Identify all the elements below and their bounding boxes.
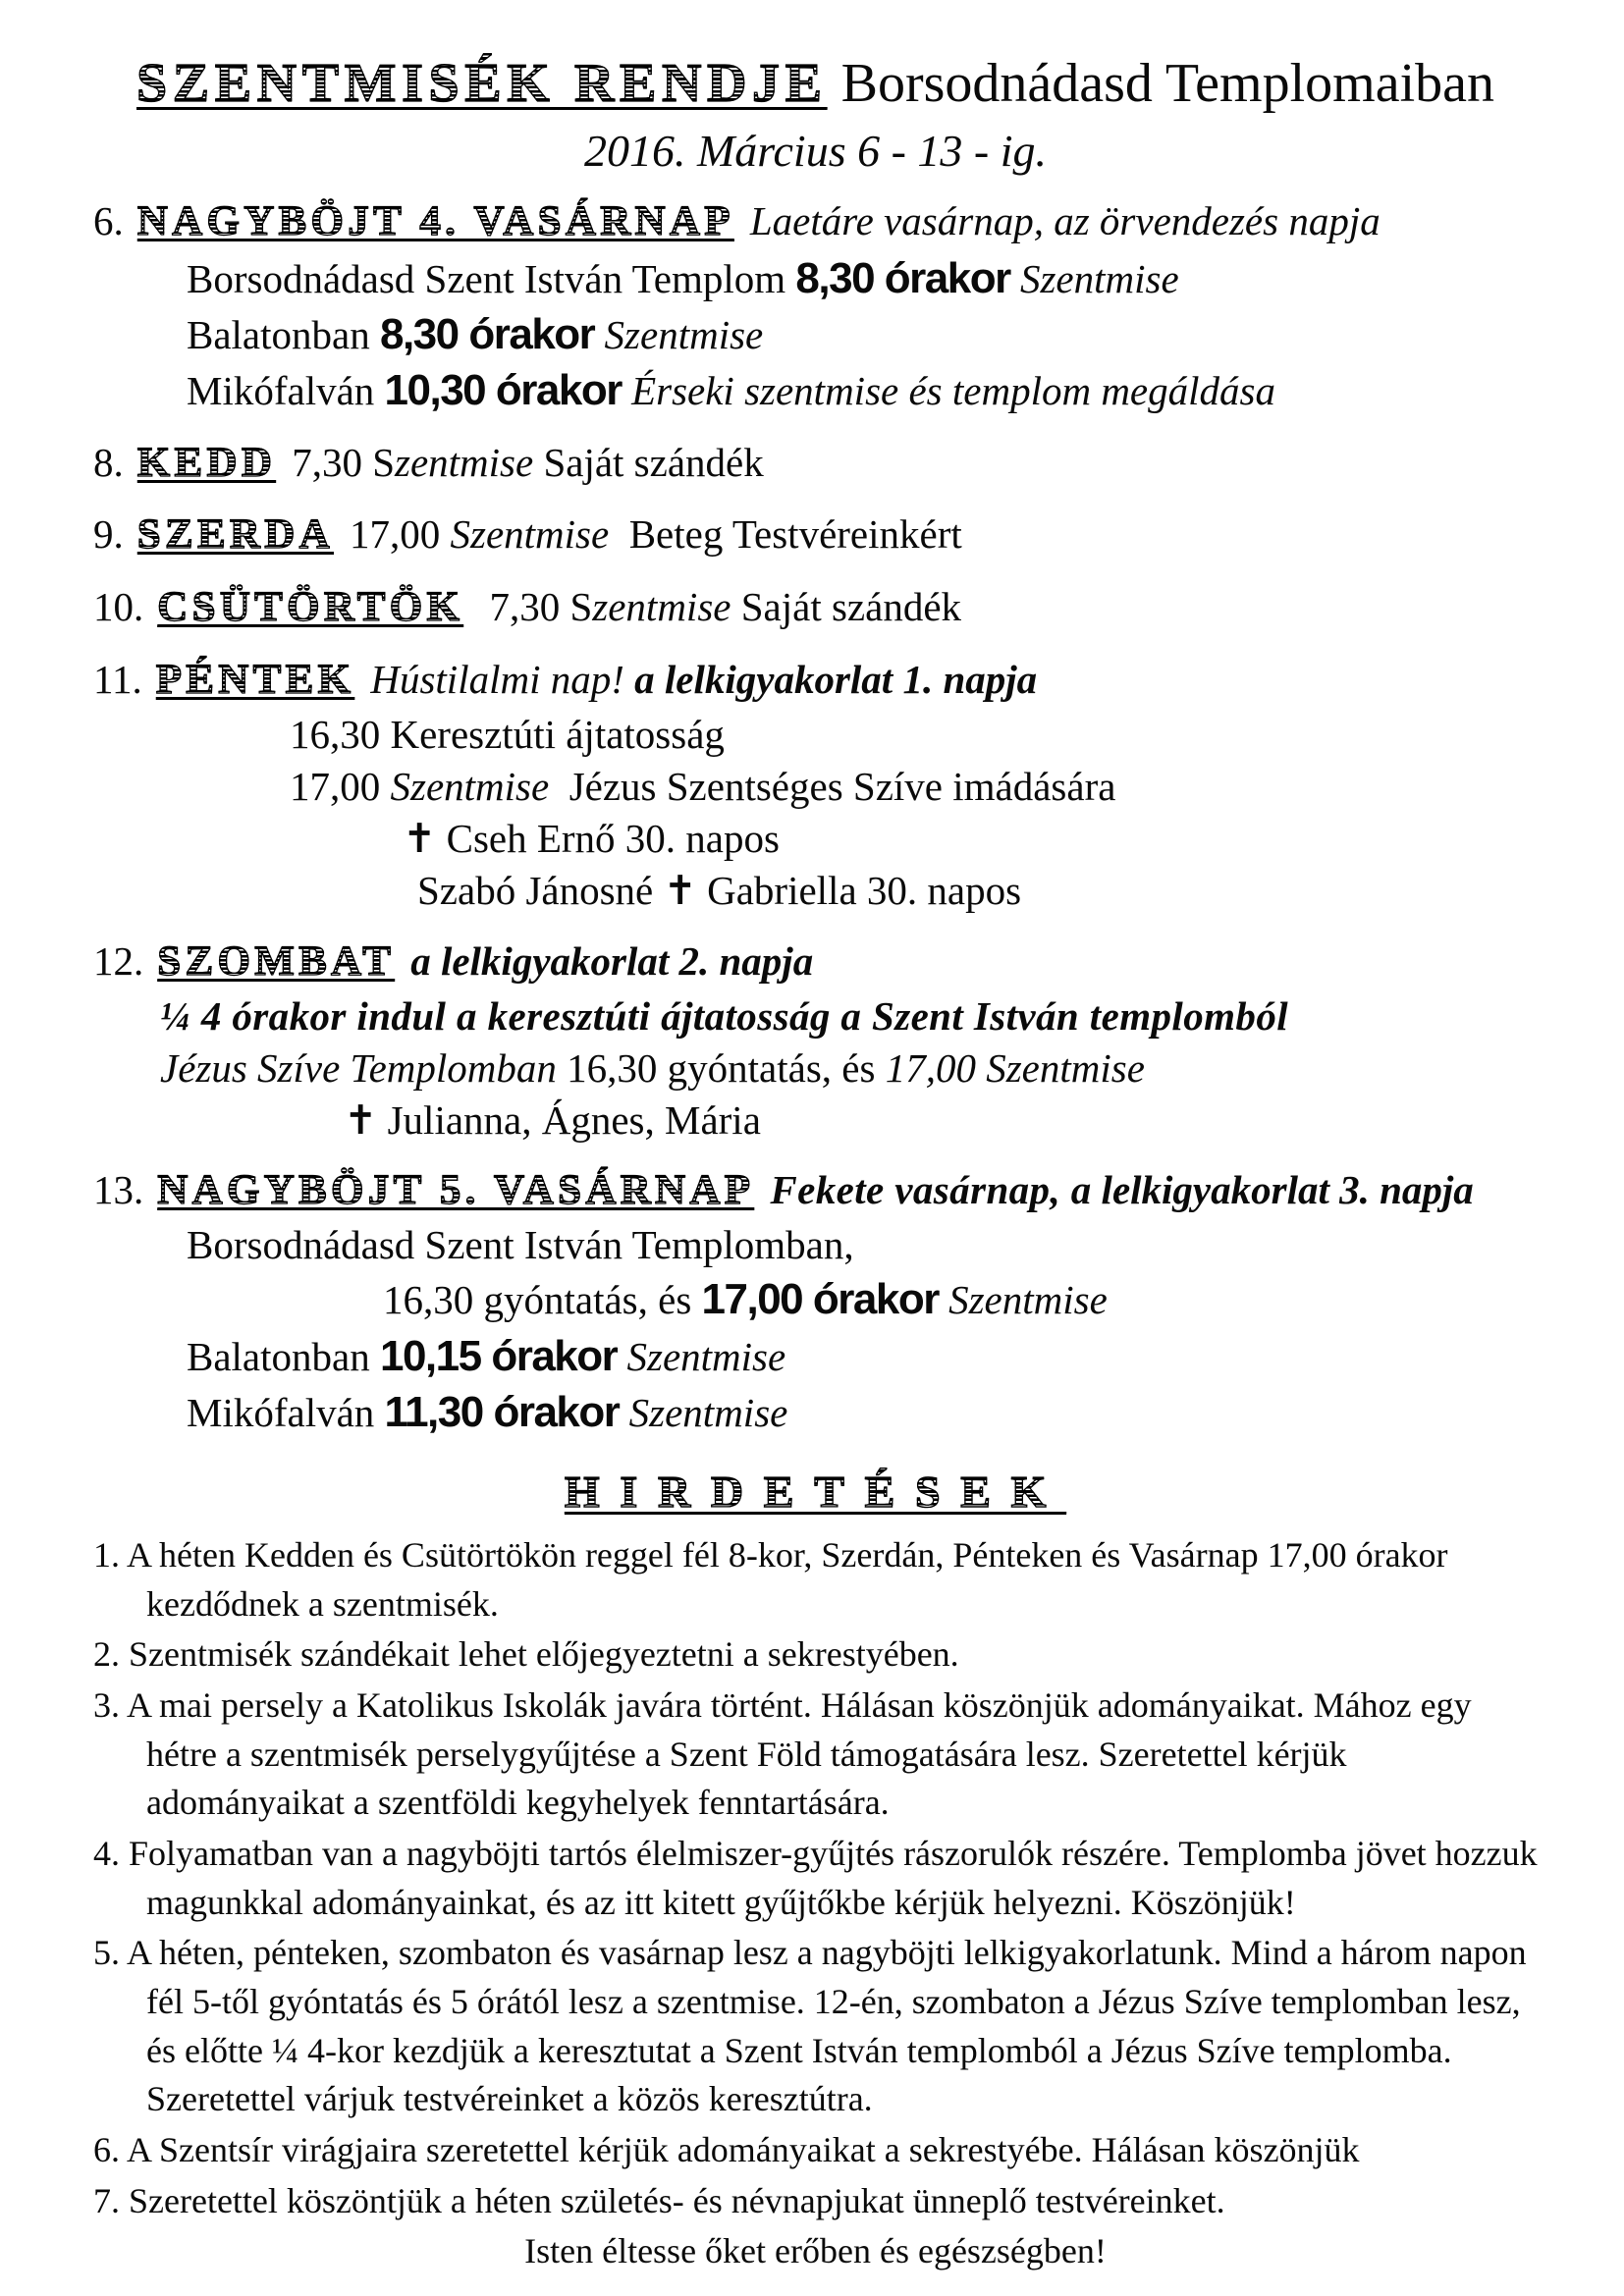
announcements-heading: HIRDETÉSEK [93, 1466, 1538, 1518]
day-note [350, 511, 962, 557]
day-note [292, 440, 764, 485]
text-segment: 8,30 órakor [795, 254, 1010, 303]
text-segment: 17,00 Szentmise [885, 1044, 1145, 1091]
day-note [370, 657, 1037, 702]
text-segment: ✝ Julianna, Ágnes, Mária [344, 1097, 761, 1144]
mass-schedule [93, 194, 1538, 1440]
text-segment: Érseki szentmise és templom megáldása [621, 368, 1275, 414]
text-segment: 16,30 gyóntatás, és [383, 1277, 702, 1323]
schedule-line [93, 709, 1538, 761]
document-title [93, 51, 1538, 116]
text-segment: 17,00 [350, 511, 451, 558]
closing-blessing: Isten éltesse őket erőben és egészségben! [524, 2231, 1107, 2271]
text-segment: Beteg Testvéreinkért [609, 511, 962, 558]
day-note [750, 198, 1380, 243]
text-segment: zentmise [395, 439, 534, 485]
entry-number: 13. [93, 1167, 144, 1213]
entry-header [93, 194, 1538, 250]
entry-header [93, 934, 1538, 990]
announcement-item: 3. A mai persely a Katolikus Iskolák javára történt. Hálásan köszönjük adományaikat. Mához egy hétre a szentmisék perselygyűjtése a Szent Föld támogatására lesz. Szeretettel kérjük adományaikat a szentföldi kegyhelyek fenntartására. [93, 1685, 1472, 1823]
schedule-entry-sunday4 [93, 194, 1538, 418]
day-name: KEDD [136, 439, 277, 486]
text-segment: Fekete vasárnap, [770, 1167, 1071, 1213]
announcements-list [93, 1531, 1538, 2225]
text-segment: Laetáre vasárnap, az örvendezés napja [749, 198, 1380, 244]
announcement-item: 7. Szeretettel köszöntjük a héten születés- és névnapjukat ünneplő testvéreinket. [93, 2180, 1225, 2220]
text-segment: Saját szándék [533, 439, 764, 485]
day-name: SZERDA [136, 511, 334, 559]
text-segment: a lelkigyakorlat 1. napja [634, 656, 1038, 702]
announcement-item: 1. A héten Kedden és Csütörtökön reggel fél 8-kor, Szerdán, Pénteken és Vasárnap 17,00 órakor kezdődnek a szentmisék. [93, 1535, 1448, 1624]
text-segment: 7,30 S [292, 439, 395, 485]
announcement-item: 6. A Szentsír virágjaira szeretettel kérjük adományaikat a sekrestyébe. Hálásan köszönjük [93, 2130, 1360, 2170]
text-segment: 10,30 órakor [384, 366, 622, 415]
text-segment: 17,00 [290, 763, 391, 809]
day-name: CSÜTÖRTÖK [157, 584, 464, 631]
text-segment: Borsodnádasd Szent István Templomban, [187, 1222, 854, 1268]
text-segment: Szentmise [594, 312, 764, 358]
text-segment: 11,30 órakor [384, 1387, 620, 1436]
schedule-entry-wednesday [93, 507, 1538, 563]
text-segment: Mikófalván [187, 368, 385, 414]
entry-header [93, 580, 1538, 636]
text-segment: Szentmise [619, 1389, 788, 1435]
schedule-line [93, 865, 1538, 917]
text-segment: 7,30 S [479, 584, 593, 630]
text-segment: Szentmise [450, 511, 610, 558]
schedule-line [93, 250, 1538, 306]
schedule-line [93, 1328, 1538, 1384]
text-segment: a lelkigyakorlat 2. napja [410, 937, 814, 984]
schedule-line [93, 1384, 1538, 1440]
text-segment: Szentmise [938, 1277, 1108, 1323]
text-segment: Szentmise [390, 763, 550, 809]
entry-number: 10. [93, 584, 144, 630]
day-note [770, 1167, 1473, 1212]
text-segment: Szentmise [617, 1333, 786, 1379]
schedule-entry-sunday5 [93, 1163, 1538, 1440]
schedule-line [93, 306, 1538, 362]
day-name: PÉNTEK [155, 656, 355, 703]
day-name: NAGYBÖJT 5. VASÁRNAP [157, 1167, 755, 1214]
schedule-line [93, 1219, 1538, 1271]
text-segment: Balatonban [187, 312, 380, 358]
announcement-item: 4. Folyamatban van a nagyböjti tartós élelmiszer-gyűjtés rászorulók részére. Templomba jövet hozzuk magunkkal adományainkat, és az itt kitett gyűjtőkbe kérjük helyezni. Köszönjük! [93, 1834, 1538, 1922]
title-decor-text: SZENTMISÉK RENDJE [136, 53, 828, 114]
text-segment: a lelkigyakorlat 3. napja [1070, 1167, 1474, 1213]
schedule-line [93, 813, 1538, 865]
schedule-entry-tuesday [93, 436, 1538, 492]
schedule-entry-saturday [93, 934, 1538, 1148]
text-segment: ¼ 4 órakor indul a keresztúti ájtatosság a Szent István templomból [160, 992, 1289, 1039]
schedule-entry-thursday [93, 580, 1538, 636]
entry-lines [93, 709, 1538, 918]
day-note [479, 584, 961, 629]
text-segment: zentmise [592, 584, 731, 630]
entry-lines [93, 250, 1538, 419]
schedule-line [93, 1095, 1538, 1147]
text-segment: Szabó Jánosné ✝ Gabriella 30. napos [417, 868, 1022, 914]
schedule-entry-friday [93, 653, 1538, 918]
text-segment: Jézus Szentséges Szíve imádására [549, 763, 1116, 809]
day-note [410, 938, 813, 984]
title-location-text: Borsodnádasd Templomaiban [827, 53, 1494, 114]
entry-header [93, 653, 1538, 709]
entry-lines [93, 990, 1538, 1148]
text-segment: Jézus Szíve Templomban [160, 1044, 568, 1091]
schedule-line [93, 1042, 1538, 1095]
entry-number: 6. [93, 198, 124, 244]
announcement-item: 2. Szentmisék szándékait lehet előjegyeztetni a sekrestyében. [93, 1634, 959, 1675]
date-range-subtitle: 2016. Március 6 - 13 - ig. [583, 126, 1048, 177]
schedule-line [93, 761, 1538, 813]
entry-header [93, 507, 1538, 563]
text-segment: 8,30 órakor [379, 310, 595, 359]
entry-lines [93, 1219, 1538, 1440]
day-name: SZOMBAT [157, 937, 396, 985]
text-segment: 16,30 Keresztúti ájtatosság [290, 711, 725, 757]
day-name: NAGYBÖJT 4. VASÁRNAP [136, 198, 734, 245]
schedule-line [93, 990, 1538, 1042]
entry-number: 9. [93, 511, 124, 558]
entry-number: 12. [93, 937, 144, 984]
text-segment: Saját szándék [731, 584, 962, 630]
announcement-item: 5. A héten, pénteken, szombaton és vasárnap lesz a nagyböjti lelkigyakorlatunk. Mind a három napon fél 5-től gyóntatás és 5 órától lesz a szentmise. 12-én, szombaton a Jézus Szíve templomban lesz, és előtte ¼ 4-kor kezdjük a keresztutat a Szent István templomból a Jézus Szíve templomba. Szeretettel várjuk testvéreinket a közös keresztútra. [93, 1933, 1527, 2119]
schedule-line [93, 1271, 1538, 1327]
text-segment: 10,15 órakor [379, 1331, 618, 1380]
text-segment: Szentmise [1009, 256, 1179, 302]
text-segment: 16,30 gyóntatás, és [567, 1044, 886, 1091]
entry-header [93, 436, 1538, 492]
entry-number: 8. [93, 439, 124, 485]
text-segment: ✝ Cseh Ernő 30. napos [403, 816, 780, 862]
text-segment: Mikófalván [187, 1389, 385, 1435]
entry-header [93, 1163, 1538, 1219]
text-segment: Borsodnádasd Szent István Templom [187, 256, 796, 302]
text-segment: 17,00 órakor [701, 1275, 939, 1324]
text-segment: Hústilalmi nap! [370, 656, 635, 702]
text-segment: Balatonban [187, 1333, 380, 1379]
schedule-line [93, 362, 1538, 418]
entry-number: 11. [93, 656, 142, 702]
